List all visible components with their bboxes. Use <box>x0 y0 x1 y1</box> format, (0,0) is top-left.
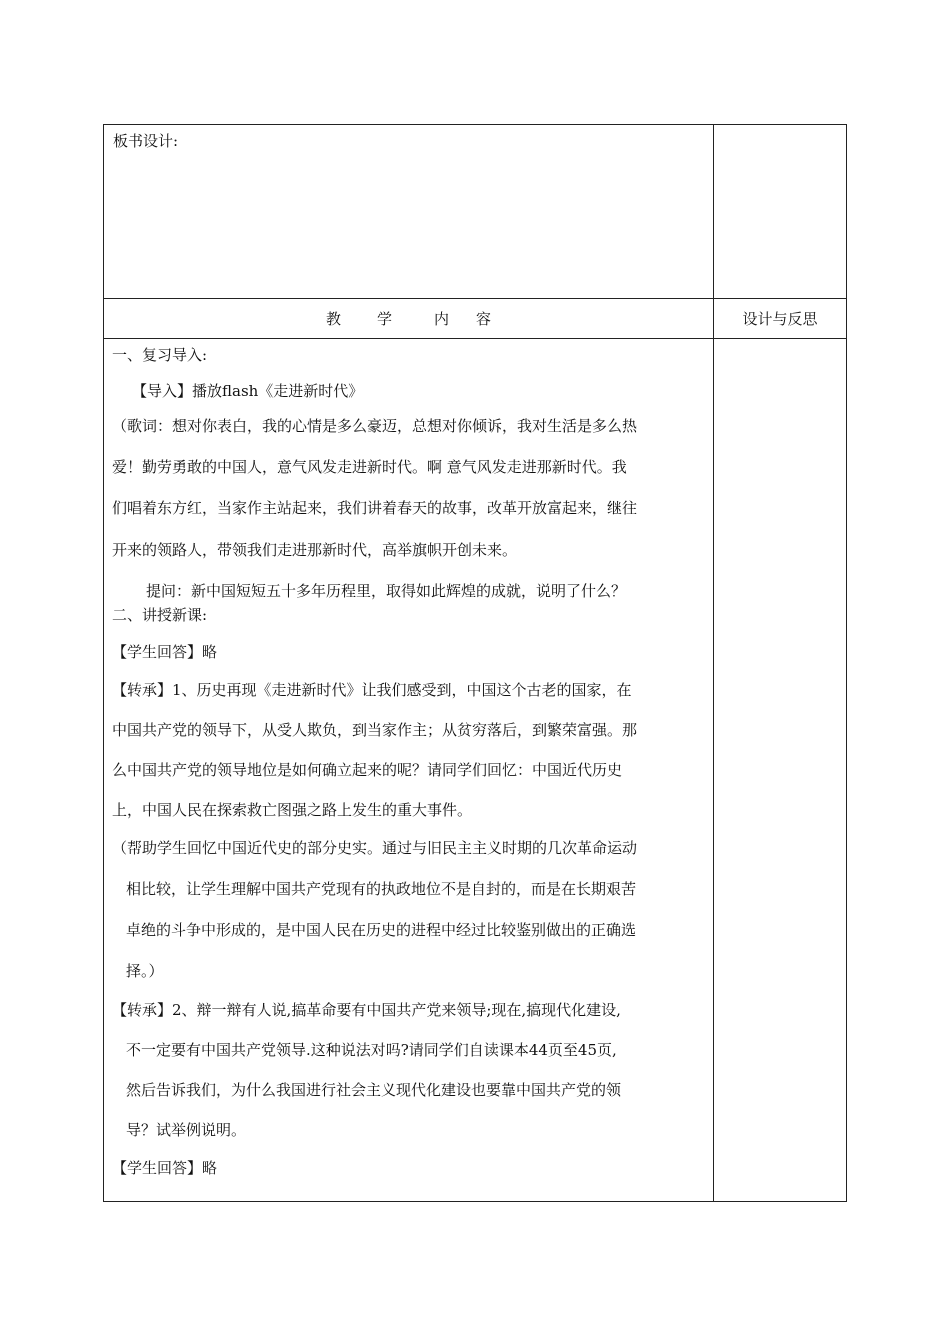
lesson-plan-table <box>103 124 847 1202</box>
board-design-side-cell <box>714 125 846 298</box>
content-line: 【学生回答】略 <box>112 643 218 661</box>
teaching-content-header <box>104 299 714 338</box>
content-line: 上，中国人民在探索救亡图强之路上发生的重大事件。 <box>112 801 473 819</box>
header-row <box>104 299 846 339</box>
content-line: 不一定要有中国共产党领导.这种说法对吗?请同学们自读课本44页至45页, <box>126 1041 617 1059</box>
content-line: 提问：新中国短短五十多年历程里，取得如此辉煌的成就，说明了什么？ <box>146 582 627 600</box>
content-line: 择。） <box>126 962 164 980</box>
content-line: 么中国共产党的领导地位是如何确立起来的呢？请同学们回忆：中国近代历史 <box>112 761 623 779</box>
board-design-cell: 板书设计: <box>104 125 714 298</box>
header-char: 学 <box>376 310 392 328</box>
content-line: 【转承】1、历史再现《走进新时代》让我们感受到，中国这个古老的国家，在 <box>112 681 632 699</box>
content-row <box>104 339 846 1201</box>
content-line: 相比较，让学生理解中国共产党现有的执政地位不是自封的，而是在长期艰苦 <box>126 880 637 898</box>
teaching-content-cell <box>104 339 714 1201</box>
content-line: 一、复习导入: <box>112 346 208 364</box>
content-line: 中国共产党的领导下，从受人欺负，到当家作主；从贫穷落后，到繁荣富强。那 <box>112 721 638 739</box>
content-line: 二、讲授新课: <box>112 606 208 624</box>
content-line: 开来的领路人，带领我们走进那新时代，高举旗帜开创未来。 <box>112 541 518 559</box>
content-line: 爱！勤劳勇敢的中国人，意气风发走进新时代。啊 意气风发走进那新时代。我 <box>112 458 627 476</box>
header-char: 内 <box>434 310 450 328</box>
header-char: 教 <box>325 310 341 328</box>
content-line: 【转承】2、辩一辩有人说,搞革命要有中国共产党来领导;现在,搞现代化建设, <box>112 1001 621 1019</box>
content-line: 【学生回答】略 <box>112 1159 218 1177</box>
reflection-cell <box>714 339 846 1201</box>
header-char: 容 <box>476 310 492 328</box>
content-line: 然后告诉我们，为什么我国进行社会主义现代化建设也要靠中国共产党的领 <box>126 1081 622 1099</box>
content-line: 导？试举例说明。 <box>126 1121 247 1139</box>
content-line: （帮助学生回忆中国近代史的部分史实。通过与旧民主主义时期的几次革命运动 <box>112 839 638 857</box>
reflection-header: 设计与反思 <box>742 310 818 328</box>
board-design-row <box>104 125 846 299</box>
content-line: （歌词：想对你表白，我的心情是多么豪迈，总想对你倾诉，我对生活是多么热 <box>112 417 638 435</box>
content-line: 卓绝的斗争中形成的，是中国人民在历史的进程中经过比较鉴别做出的正确选 <box>126 921 637 939</box>
content-line: 【导入】播放flash《走进新时代》 <box>132 382 364 400</box>
content-line: 们唱着东方红，当家作主站起来，我们讲着春天的故事，改革开放富起来，继往 <box>112 499 638 517</box>
